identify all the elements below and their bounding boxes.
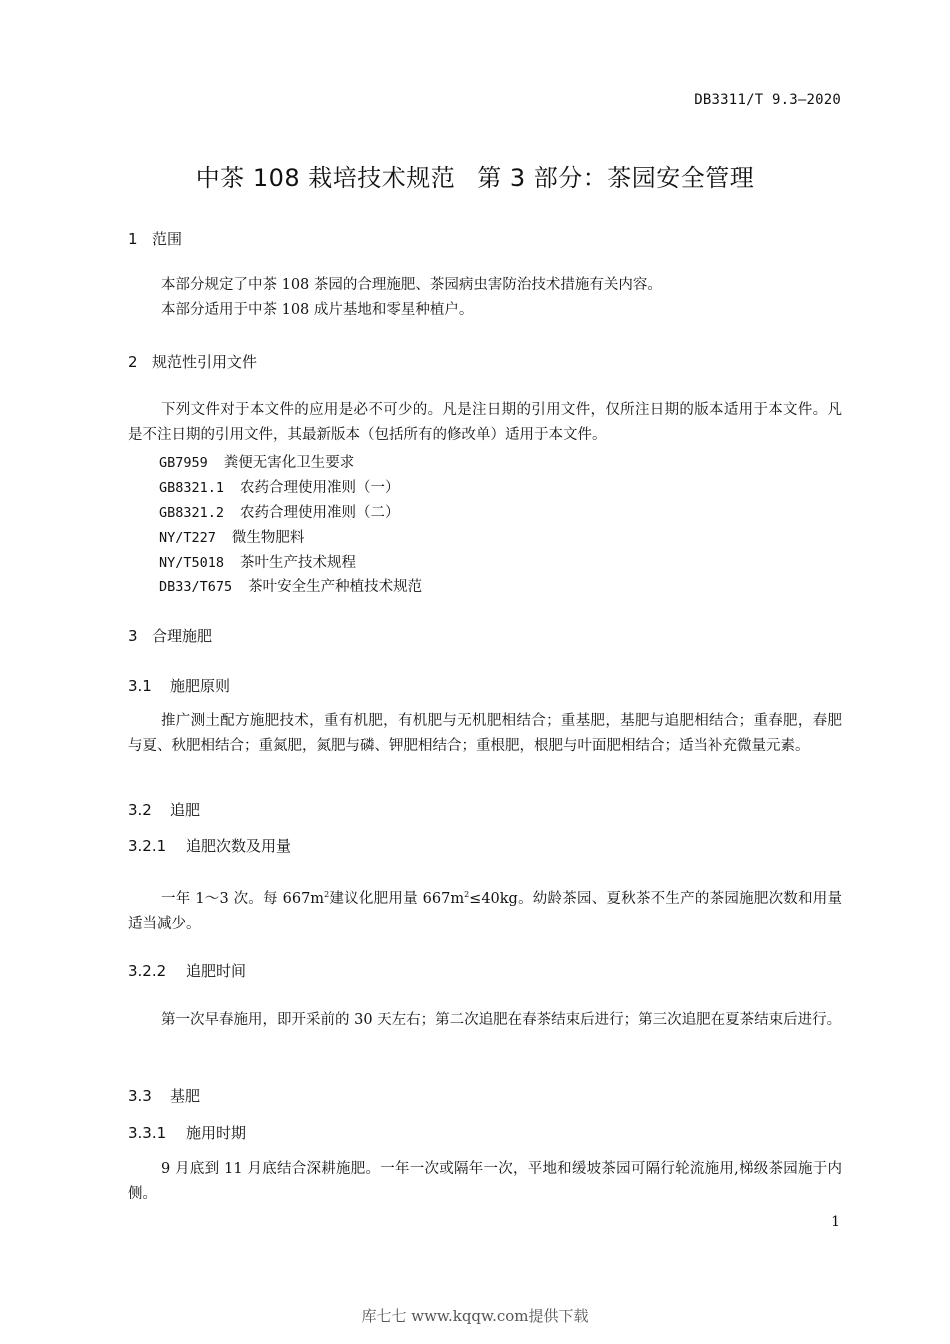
section-3-2-heading: 3.2 追肥 — [128, 801, 201, 819]
title-main: 中茶 108 栽培技术规范 — [195, 164, 456, 192]
document-title — [0, 158, 950, 193]
reference-item: GB8321.1 农药合理使用准则（一） — [159, 480, 400, 496]
reference-item: NY/T227 微生物肥料 — [159, 530, 305, 546]
section-3-2-1-heading: 3.2.1 追肥次数及用量 — [128, 837, 292, 855]
page-number: 1 — [831, 1214, 840, 1230]
section-1-para-2: 本部分适用于中茶 108 成片基地和零星种植户。 — [161, 302, 474, 318]
section-2-intro: 下列文件对于本文件的应用是必不可少的。凡是注日期的引用文件，仅所注日期的版本适用于本文件。凡是不注日期的引用文件，其最新版本（包括所有的修改单）适用于本文件。 — [128, 402, 842, 443]
standard-code: DB3311/T 9.3—2020 — [694, 92, 841, 108]
section-3-1-text: 推广测土配方施肥技术，重有机肥，有机肥与无机肥相结合；重基肥，基肥与追肥相结合；重春肥，春肥与夏、秋肥相结合；重氮肥，氮肥与磷、钾肥相结合；重根肥，根肥与叶面肥相结合；适当补充微量元素。 — [128, 713, 842, 754]
section-3-1-heading: 3.1 施肥原则 — [128, 677, 231, 695]
section-1-heading: 1 范围 — [128, 230, 183, 248]
section-3-2-2-text: 第一次早春施用，即开采前的 30 天左右；第二次追肥在春茶结束后进行；第三次追肥在夏茶结束后进行。 — [161, 1012, 842, 1028]
section-1-para-1: 本部分规定了中茶 108 茶园的合理施肥、茶园病虫害防治技术措施有关内容。 — [161, 277, 662, 293]
reference-item: GB8321.2 农药合理使用准则（二） — [159, 505, 400, 521]
section-2-heading: 2 规范性引用文件 — [128, 353, 258, 371]
footer-watermark: 库七七 www.kqqw.com提供下载 — [361, 1307, 589, 1325]
section-3-3-1-heading: 3.3.1 施用时期 — [128, 1124, 247, 1142]
reference-item: DB33/T675 茶叶安全生产种植技术规范 — [159, 579, 423, 595]
section-3-3-heading: 3.3 基肥 — [128, 1087, 201, 1105]
section-3-2-2-heading: 3.2.2 追肥时间 — [128, 962, 247, 980]
section-3-heading: 3 合理施肥 — [128, 627, 213, 645]
title-part: 第 3 部分：茶园安全管理 — [477, 164, 755, 192]
reference-item: GB7959 粪便无害化卫生要求 — [159, 455, 355, 471]
section-3-2-1-text: 一年 1～3 次。每 $667m^2$建议化肥用量 $667m^2\le 40kg$。幼龄茶园、夏秋茶不生产的茶园施肥次数和用量适当减少。 — [128, 890, 843, 932]
section-3-3-1-text: 9 月底到 11 月底结合深耕施肥。一年一次或隔年一次，平地和缓坡茶园可隔行轮流施用,梯级茶园施于内侧。 — [128, 1161, 842, 1202]
reference-item: NY/T5018 茶叶生产技术规程 — [159, 555, 357, 571]
